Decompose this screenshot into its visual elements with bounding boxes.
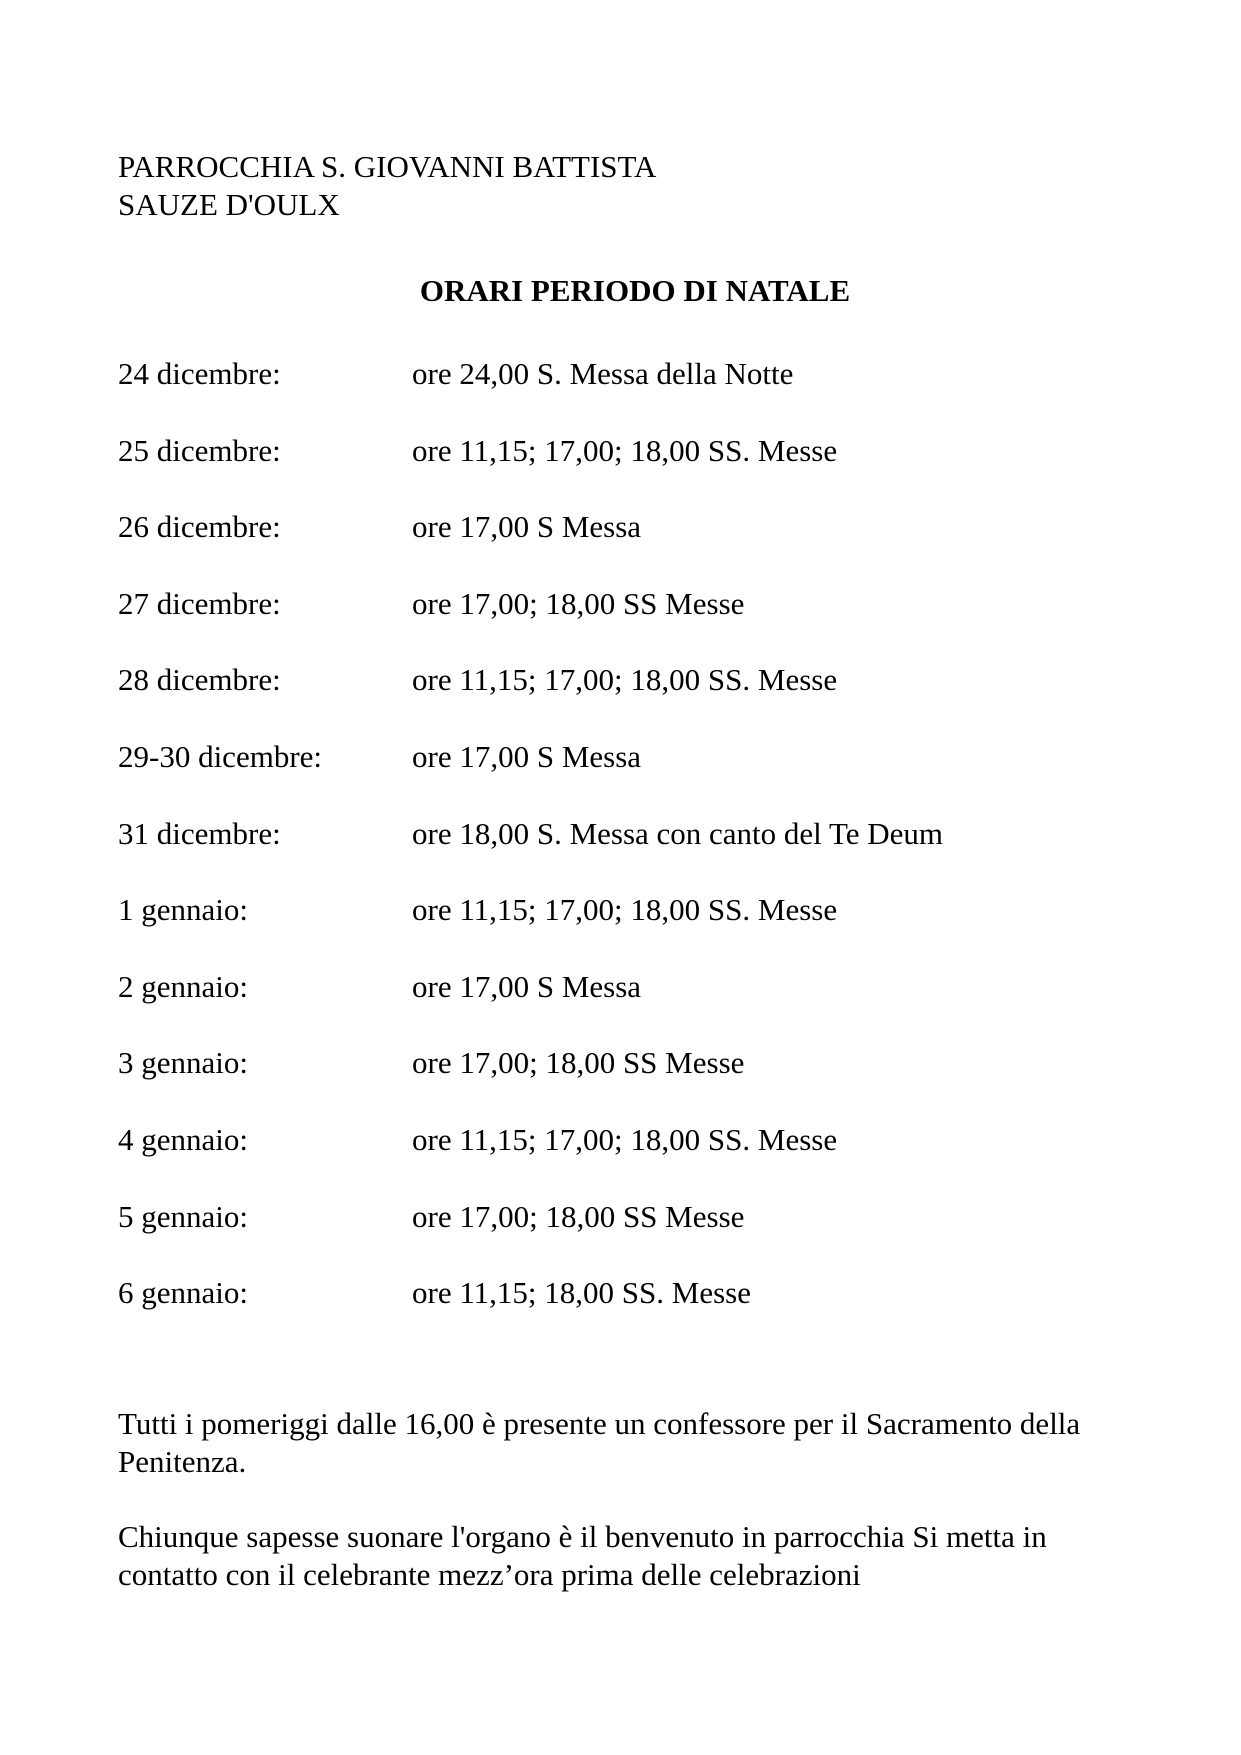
schedule-times: ore 24,00 S. Messa della Notte [412,356,794,391]
schedule-date: 25 dicembre: [118,432,281,468]
schedule-date: 6 gennaio: [118,1275,248,1311]
schedule-times: ore 17,00; 18,00 SS Messe [412,585,745,621]
schedule-row [118,1198,1118,1275]
schedule-date: 31 dicembre: [118,815,281,851]
schedule-date: 24 dicembre: [118,356,281,391]
schedule-date: 29-30 dicembre: [118,738,323,774]
schedule-times: ore 11,15; 17,00; 18,00 SS. Messe [412,432,838,468]
page-title: ORARI PERIODO DI NATALE [419,273,851,308]
schedule-date: 2 gennaio: [118,968,248,1004]
schedule-times: ore 18,00 S. Messa con canto del Te Deum [412,815,944,851]
schedule-date: 3 gennaio: [118,1045,248,1081]
schedule-row [118,1044,1118,1121]
schedule-row [118,891,1118,968]
schedule-date: 4 gennaio: [118,1121,248,1157]
schedule-date: 27 dicembre: [118,585,281,621]
schedule-row [118,661,1118,738]
schedule-times: ore 11,15; 17,00; 18,00 SS. Messe [412,662,838,698]
schedule-date: 1 gennaio: [118,892,248,928]
schedule-times: ore 17,00 S Messa [412,968,642,1004]
schedule-date: 26 dicembre: [118,509,281,545]
schedule-times: ore 11,15; 17,00; 18,00 SS. Messe [412,1121,838,1157]
schedule-date: 28 dicembre: [118,662,281,698]
schedule-row [118,585,1118,662]
schedule-row [118,432,1118,509]
schedule-row [118,968,1118,1045]
schedule-row [118,508,1118,585]
schedule-row [118,355,1118,432]
schedule-times: ore 17,00; 18,00 SS Messe [412,1198,745,1234]
organ-note: Chiunque sapesse suonare l'organo è il benvenuto in parrocchia Si metta in contatto con il celebrante mezz’ora prima delle celebrazioni [118,1519,1047,1592]
confession-note: Tutti i pomeriggi dalle 16,00 è presente un confessore per il Sacramento della Penitenza. [118,1406,1081,1479]
parish-location: SAUZE D'OULX [118,187,340,222]
parish-name: PARROCCHIA S. GIOVANNI BATTISTA [118,149,657,184]
schedule-times: ore 17,00 S Messa [412,509,642,545]
schedule-times: ore 11,15; 18,00 SS. Messe [412,1275,751,1311]
schedule-row [118,1121,1118,1198]
schedule-row [118,815,1118,892]
schedule-date: 5 gennaio: [118,1198,248,1234]
schedule-times: ore 17,00 S Messa [412,738,642,774]
schedule-times: ore 11,15; 17,00; 18,00 SS. Messe [412,892,838,928]
parish-header [118,148,656,224]
schedule-row [118,1274,1118,1351]
schedule-times: ore 17,00; 18,00 SS Messe [412,1045,745,1081]
schedule-row [118,738,1118,815]
schedule-list [118,355,1118,1351]
